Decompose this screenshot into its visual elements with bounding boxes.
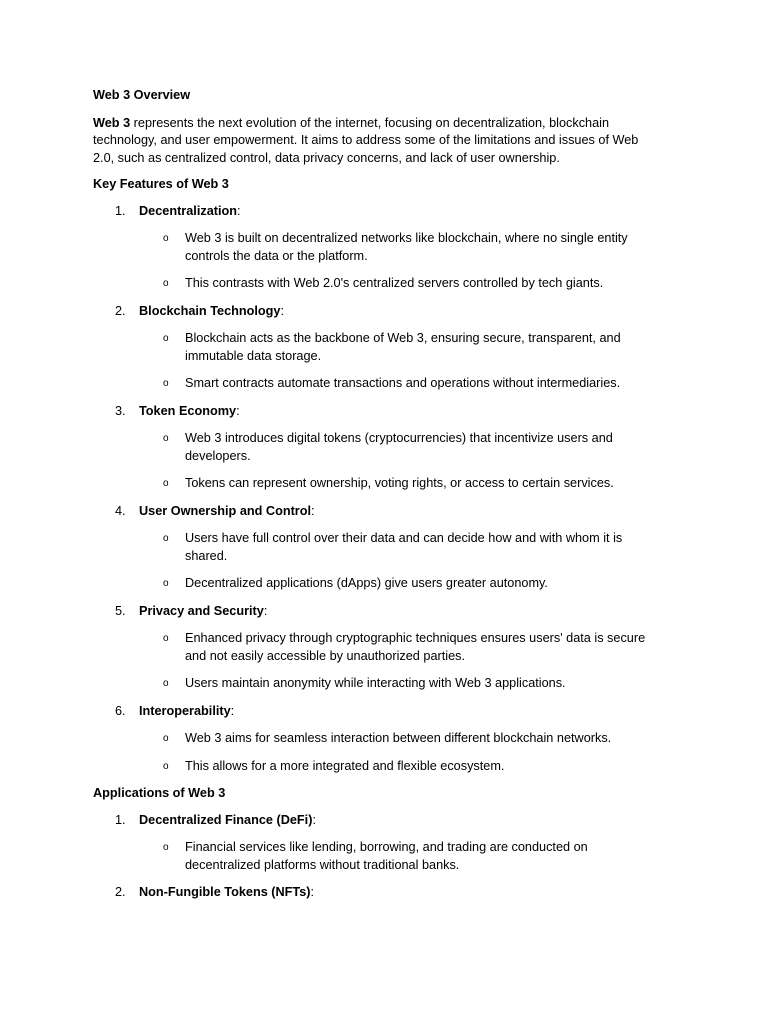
intro-paragraph bbox=[93, 115, 663, 168]
features-point-text: This allows for a more integrated and flexible ecosystem. bbox=[185, 758, 505, 773]
features-item bbox=[93, 203, 663, 293]
bullet-circle-icon: o bbox=[163, 633, 169, 644]
features-point bbox=[93, 730, 663, 748]
features-item-number: 6. bbox=[115, 703, 126, 718]
features-item-title-text: Privacy and Security bbox=[139, 603, 264, 618]
features-point-text: Smart contracts automate transactions and operations without intermediaries. bbox=[185, 376, 621, 390]
features-item-number: 4. bbox=[115, 503, 126, 518]
features-item-title-text: Decentralization bbox=[139, 203, 237, 218]
features-point-text: Decentralized applications (dApps) give users greater autonomy. bbox=[185, 576, 548, 590]
features-item-number: 5. bbox=[115, 603, 126, 618]
features-point bbox=[93, 530, 663, 565]
applications-item-title-suffix: : bbox=[310, 885, 315, 899]
features-item-title-suffix: : bbox=[237, 203, 241, 218]
features-point-text: Users maintain anonymity while interacting with Web 3 applications. bbox=[185, 676, 566, 690]
bullet-circle-icon: o bbox=[163, 233, 169, 244]
features-item-title bbox=[139, 503, 663, 521]
bullet-circle-icon: o bbox=[163, 333, 169, 344]
bullet-circle-icon: o bbox=[163, 478, 169, 489]
features-item-title bbox=[139, 603, 663, 621]
features-point bbox=[93, 475, 663, 493]
bullet-circle-icon: o bbox=[163, 678, 169, 689]
features-point bbox=[93, 430, 663, 465]
applications-point-text: Financial services like lending, borrowing, and trading are conducted on decentralized platforms without traditional banks. bbox=[185, 840, 588, 872]
features-item bbox=[93, 403, 663, 493]
features-item-points bbox=[93, 230, 663, 293]
features-item-points bbox=[93, 430, 663, 493]
features-list bbox=[93, 203, 663, 776]
applications-item-title bbox=[139, 812, 663, 830]
applications-item bbox=[93, 884, 663, 902]
applications-item bbox=[93, 812, 663, 875]
applications-item-title-text: Decentralized Finance (DeFi) bbox=[139, 812, 313, 827]
features-item bbox=[93, 503, 663, 593]
features-item-title-suffix: : bbox=[236, 403, 240, 418]
features-item bbox=[93, 603, 663, 693]
applications-item-title-text: Non-Fungible Tokens (NFTs) bbox=[139, 885, 311, 899]
features-item-title-suffix: : bbox=[230, 703, 235, 718]
features-point bbox=[93, 630, 663, 665]
applications-item-title bbox=[139, 884, 663, 902]
features-item-title-text: Token Economy bbox=[139, 403, 237, 418]
features-point-text: Web 3 is built on decentralized networks like blockchain, where no single entity controls the data or the platform. bbox=[185, 231, 628, 263]
features-item-title bbox=[139, 303, 663, 321]
features-item-title-text: Interoperability bbox=[139, 703, 231, 718]
features-point-text: Web 3 aims for seamless interaction between different blockchain networks. bbox=[185, 731, 612, 745]
features-item-points bbox=[93, 730, 663, 775]
features-point bbox=[93, 675, 663, 693]
bullet-circle-icon: o bbox=[163, 378, 169, 389]
features-heading: Key Features of Web 3 bbox=[93, 177, 229, 191]
features-item-points bbox=[93, 630, 663, 693]
features-item bbox=[93, 703, 663, 776]
applications-point bbox=[93, 839, 663, 874]
features-point-text: Users have full control over their data and can decide how and with whom it is shared. bbox=[185, 531, 623, 563]
features-point bbox=[93, 575, 663, 593]
features-item-points bbox=[93, 330, 663, 393]
features-point bbox=[93, 758, 663, 776]
features-point-text: Blockchain acts as the backbone of Web 3, ensuring secure, transparent, and immutable data storage. bbox=[185, 331, 621, 363]
features-point bbox=[93, 375, 663, 393]
features-item-title-suffix: : bbox=[263, 603, 268, 618]
applications-heading: Applications of Web 3 bbox=[93, 786, 226, 800]
bullet-circle-icon: o bbox=[163, 433, 169, 444]
applications-item-points bbox=[93, 839, 663, 874]
bullet-circle-icon: o bbox=[163, 760, 169, 772]
features-point bbox=[93, 275, 663, 293]
features-point-text: Tokens can represent ownership, voting rights, or access to certain services. bbox=[185, 476, 614, 490]
features-item bbox=[93, 303, 663, 393]
features-item-title-text: User Ownership and Control bbox=[139, 503, 312, 518]
intro-text: represents the next evolution of the internet, focusing on decentralization, blockchain technology, and user empowerment. It aims to address some of the limitations and issues of Web 2.0, such as centralized control, data privacy concerns, and lack of user ownership. bbox=[93, 115, 639, 165]
applications-item-number: 2. bbox=[115, 885, 126, 899]
applications-item-title-suffix: : bbox=[312, 812, 316, 827]
features-item-title bbox=[139, 203, 663, 221]
features-item-number: 1. bbox=[115, 203, 126, 218]
bullet-circle-icon: o bbox=[163, 578, 169, 589]
features-point-text: Web 3 introduces digital tokens (cryptocurrencies) that incentivize users and developers. bbox=[185, 431, 613, 463]
document-page bbox=[93, 87, 663, 912]
document-title: Web 3 Overview bbox=[93, 88, 191, 102]
features-item-title-suffix: : bbox=[280, 303, 284, 318]
features-point bbox=[93, 330, 663, 365]
bullet-circle-icon: o bbox=[163, 278, 169, 289]
features-item-title bbox=[139, 403, 663, 421]
features-point-text: This contrasts with Web 2.0's centralized servers controlled by tech giants. bbox=[185, 276, 604, 290]
features-point-text: Enhanced privacy through cryptographic techniques ensures users' data is secure and not easily accessible by unauthorized parties. bbox=[185, 631, 646, 663]
applications-item-number: 1. bbox=[115, 812, 126, 827]
features-item-title-suffix: : bbox=[311, 503, 315, 518]
features-item-points bbox=[93, 530, 663, 593]
bullet-circle-icon: o bbox=[163, 842, 169, 853]
bullet-circle-icon: o bbox=[163, 533, 169, 544]
features-item-title bbox=[139, 703, 663, 721]
features-point bbox=[93, 230, 663, 265]
bullet-circle-icon: o bbox=[163, 733, 169, 744]
features-item-number: 2. bbox=[115, 303, 126, 318]
intro-bold-term: Web 3 bbox=[93, 115, 131, 130]
features-item-number: 3. bbox=[115, 403, 126, 418]
applications-list bbox=[93, 812, 663, 902]
features-item-title-text: Blockchain Technology bbox=[139, 303, 281, 318]
